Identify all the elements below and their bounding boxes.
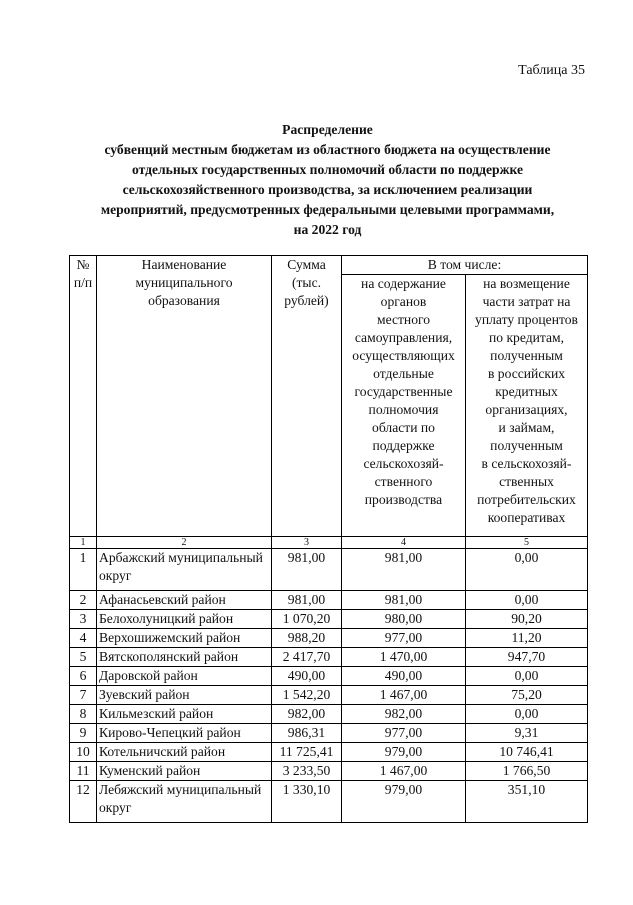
table-row [70, 648, 588, 667]
row-num: 6 [70, 667, 97, 686]
row-num: 2 [70, 591, 97, 610]
row-col4: 490,00 [342, 667, 466, 686]
table-number-label: Таблица 35 [518, 63, 585, 78]
row-num: 7 [70, 686, 97, 705]
title-line: сельскохозяйственного производства, за исключением реализации [122, 182, 533, 197]
title-line: отдельных государственных полномочий области по поддержке [131, 162, 524, 177]
table-row [70, 667, 588, 686]
row-col5: 351,10 [466, 781, 588, 823]
row-name: Куменский район [97, 762, 272, 781]
row-name: Вятскополянский район [97, 648, 272, 667]
row-col4: 979,00 [342, 743, 466, 762]
row-col5: 0,00 [466, 705, 588, 724]
table-row [70, 743, 588, 762]
row-sum: 981,00 [272, 591, 342, 610]
row-sum: 490,00 [272, 667, 342, 686]
row-sum: 986,31 [272, 724, 342, 743]
row-num: 9 [70, 724, 97, 743]
header-sum: Сумма (тыс. рублей) [272, 256, 342, 537]
table-row [70, 629, 588, 648]
col-number: 2 [97, 537, 272, 549]
row-name: Белохолуницкий район [97, 610, 272, 629]
row-sum: 11 725,41 [272, 743, 342, 762]
row-col4: 1 467,00 [342, 762, 466, 781]
row-col4: 977,00 [342, 629, 466, 648]
header-including: В том числе: [342, 256, 588, 275]
row-name: Кильмезский район [97, 705, 272, 724]
row-col4: 982,00 [342, 705, 466, 724]
row-num: 11 [70, 762, 97, 781]
row-name: Арбажский муниципальный округ [97, 549, 272, 591]
row-name: Котельничский район [97, 743, 272, 762]
row-col5: 0,00 [466, 591, 588, 610]
row-num: 4 [70, 629, 97, 648]
row-sum: 982,00 [272, 705, 342, 724]
row-sum: 981,00 [272, 549, 342, 591]
row-col5: 10 746,41 [466, 743, 588, 762]
row-num: 10 [70, 743, 97, 762]
col-number: 3 [272, 537, 342, 549]
row-col5: 90,20 [466, 610, 588, 629]
row-sum: 1 542,20 [272, 686, 342, 705]
row-num: 5 [70, 648, 97, 667]
row-col5: 75,20 [466, 686, 588, 705]
row-col4: 981,00 [342, 591, 466, 610]
title-line: Распределение [282, 122, 373, 137]
header-num: № п/п [70, 256, 97, 537]
col-number: 4 [342, 537, 466, 549]
table-row [70, 705, 588, 724]
row-col5: 1 766,50 [466, 762, 588, 781]
row-sum: 1 330,10 [272, 781, 342, 823]
header-col4: на содержание органов местного самоуправления, осуществляющих отдельные государственные полномочия области по поддержке сельскохозяй- ственного производства [342, 275, 466, 537]
row-col4: 980,00 [342, 610, 466, 629]
row-col5: 0,00 [466, 667, 588, 686]
row-col5: 9,31 [466, 724, 588, 743]
row-sum: 988,20 [272, 629, 342, 648]
row-name: Кирово-Чепецкий район [97, 724, 272, 743]
row-col5: 0,00 [466, 549, 588, 591]
row-col4: 1 470,00 [342, 648, 466, 667]
row-col5: 947,70 [466, 648, 588, 667]
header-col5: на возмещение части затрат на уплату процентов по кредитам, полученным в российских кредитных организациях, и займам, полученным в сельскохозяй- ственных потребительских кооперативах [466, 275, 588, 537]
table-row [70, 762, 588, 781]
row-name: Даровской район [97, 667, 272, 686]
row-num: 8 [70, 705, 97, 724]
row-name: Верхошижемский район [97, 629, 272, 648]
col-number: 1 [70, 537, 97, 549]
row-col4: 1 467,00 [342, 686, 466, 705]
row-name: Зуевский район [97, 686, 272, 705]
row-col5: 11,20 [466, 629, 588, 648]
table-row [70, 591, 588, 610]
title-line: мероприятий, предусмотренных федеральными целевыми программами, [100, 202, 555, 217]
row-col4: 977,00 [342, 724, 466, 743]
title-line: на 2022 год [293, 222, 362, 237]
row-name: Лебяжский муниципальный округ [97, 781, 272, 823]
row-num: 1 [70, 549, 97, 591]
row-num: 12 [70, 781, 97, 823]
table-row [70, 724, 588, 743]
header-name: Наименование муниципального образования [97, 256, 272, 537]
document-title [70, 120, 585, 240]
row-sum: 2 417,70 [272, 648, 342, 667]
subvention-table [69, 255, 588, 823]
row-name: Афанасьевский район [97, 591, 272, 610]
row-sum: 1 070,20 [272, 610, 342, 629]
row-sum: 3 233,50 [272, 762, 342, 781]
title-line: субвенций местным бюджетам из областного бюджета на осуществление [104, 142, 551, 157]
table-row [70, 781, 588, 823]
col-number: 5 [466, 537, 588, 549]
table-row [70, 549, 588, 591]
table-row [70, 610, 588, 629]
row-col4: 981,00 [342, 549, 466, 591]
table-row [70, 686, 588, 705]
row-col4: 979,00 [342, 781, 466, 823]
row-num: 3 [70, 610, 97, 629]
